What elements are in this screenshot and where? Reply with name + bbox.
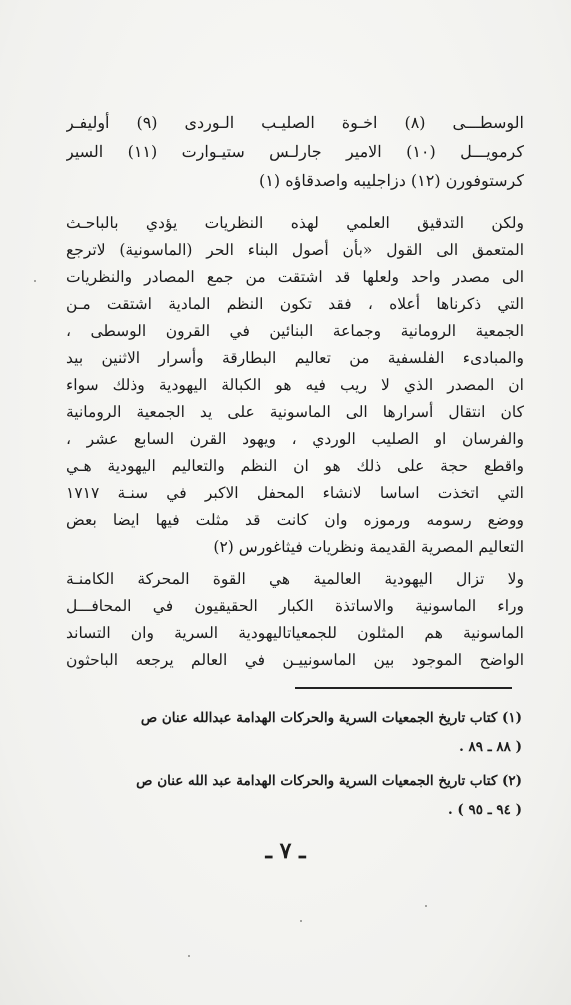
text-line: كرستوفورن (١٢) دزاجليبه واصدقاؤه (١) (259, 171, 524, 190)
text-line: الى مصدر واحد ولعلها قد اشتقت من جمع المصادر والنظريات (66, 268, 524, 286)
text-line: التي ذكرناها أعلاه ، فقد تكون النظم المادية اشتقت مـن (66, 295, 524, 313)
text-line: ووضع رسومه ورموزه وان كانت قد مثلت فيها ايضا بعض (66, 511, 524, 529)
text-line: الجمعية الرومانية وجماعة البنائين في القرون الوسطى ، (66, 322, 524, 340)
footnote-2 (70, 767, 522, 825)
scan-speck (188, 955, 190, 957)
scan-speck (300, 920, 302, 922)
text-line: كان انتقال أسرارها الى الماسونية على يد الجمعية الرومانية (66, 403, 524, 421)
text-line: والفرسان او الصليب الوردي ، ويهود القرن السابع عشر ، (66, 430, 524, 448)
text-line: وراء الماسونية والاساتذة الكبار الحقيقيون في المحافـــل (66, 597, 524, 615)
text-line: التي اتخذت اساسا لانشاء المحفل الاكبر في سنـة ١٧١٧ (66, 484, 524, 502)
paragraph-2 (66, 210, 524, 561)
text-line: ولكن التدقيق العلمي لهذه النظريات يؤدي بالباحـث (66, 214, 524, 232)
scan-speck (34, 280, 36, 282)
page-number: ـ ٧ ـ (265, 838, 306, 864)
text-line: التعاليم المصرية القديمة ونظريات فيثاغورس (٢) (213, 538, 524, 556)
text-line: والمبادىء الفلسفية من تعاليم البطارقة وأسرار الاثنين بيد (66, 349, 524, 367)
text-line: ولا تزال اليهودية العالمية هي القوة المحركة الكامنـة (66, 570, 524, 588)
footnote-line: ( ٩٤ ـ ٩٥ ) . (448, 802, 522, 818)
text-line: الماسونية هم المثلون للجمعياتاليهودية السرية وان التساند (66, 624, 524, 642)
footnote-line: (١) كتاب تاريخ الجمعيات السرية والحركات الهدامة عبدالله عنان ص (140, 710, 522, 726)
footnote-divider (295, 687, 512, 689)
text-line: الواضح الموجود بين الماسونييـن في العالم يرجعه الباحثون (66, 651, 524, 669)
footnote-line: ( ٨٨ ـ ٨٩ . (459, 739, 522, 755)
text-line: واقطع حجة على ذلك هو ان النظم والتعاليم اليهودية هـي (66, 457, 524, 475)
footnote-line: (٢) كتاب تاريخ الجمعيات السرية والحركات الهدامة عبد الله عنان ص (136, 773, 522, 789)
text-line: كرمويـــل (١٠) الامير جارلـس ستيـوارت (١١) السير (66, 142, 524, 161)
scan-speck (425, 905, 427, 907)
text-line: الوسطـــى (٨) اخـوة الصليـب الـوردى (٩) أوليفـر (66, 113, 524, 132)
text-line: المتعمق الى القول «بأن أصول البناء الحر (الماسونية) لاترجع (66, 241, 524, 259)
paragraph-3 (66, 566, 524, 674)
footnote-1 (70, 704, 522, 762)
text-line: ان المصدر الذي لا ريب فيه هو الكبالة اليهودية وذلك سواء (66, 376, 524, 394)
paragraph-1 (66, 108, 524, 195)
